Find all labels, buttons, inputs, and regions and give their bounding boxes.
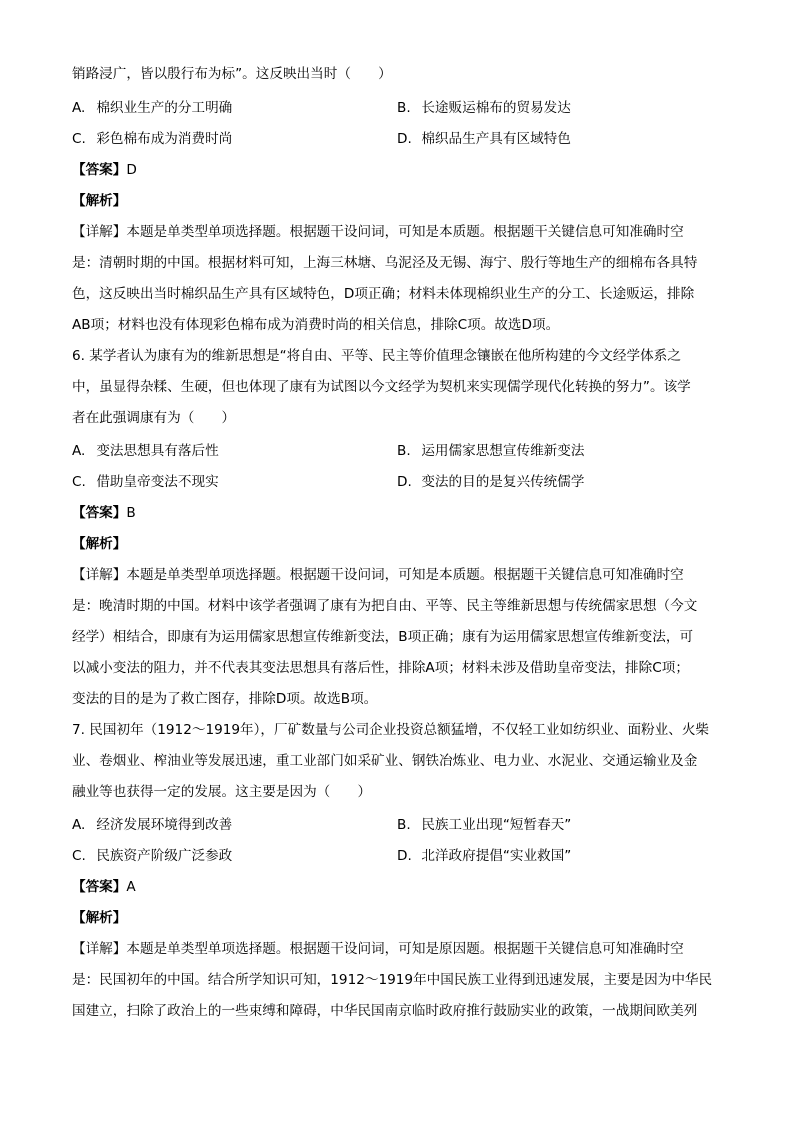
q5-stem-tail: 销路浸广，皆以殷行布为标”。这反映出当时（ ） — [72, 66, 392, 82]
q6-detail-line-5: 变法的目的是为了救亡图存，排除D项。故选B项。 — [72, 691, 378, 707]
q7-stem-line-3: 融业等也获得一定的发展。这主要是因为（ ） — [72, 784, 372, 800]
q6-option-b[interactable]: B. 运用儒家思想宣传维新变法 — [397, 443, 585, 459]
q6-option-d[interactable]: D. 变法的目的是复兴传统儒学 — [397, 474, 585, 490]
q5-detail-line-4: AB项；材料也没有体现彩色棉布成为消费时尚的相关信息，排除C项。故选D项。 — [72, 317, 560, 333]
q6-option-c[interactable]: C. 借助皇帝变法不现实 — [72, 474, 219, 490]
q6-stem-line-2: 中，虽显得杂糅、生硬，但也体现了康有为试图以今文经学为契机来实现儒学现代化转换的努力”。该学 — [72, 379, 691, 395]
q6-detail-line-4: 以减小变法的阻力，并不代表其变法思想具有落后性，排除A项；材料未涉及借助皇帝变法，排除C项； — [72, 660, 689, 676]
q6-detail-line-2: 是：晚清时期的中国。材料中该学者强调了康有为把自由、平等、民主等维新思想与传统儒家思想（今文 — [72, 598, 698, 614]
q5-option-b[interactable]: B. 长途贩运棉布的贸易发达 — [397, 100, 571, 116]
q5-analysis-heading: 【解析】 — [72, 193, 127, 209]
q5-option-a[interactable]: A. 棉织业生产的分工明确 — [72, 100, 233, 116]
q6-answer: 【答案】B — [72, 505, 136, 521]
q7-stem-line-1: 7. 民国初年（1912～1919年），厂矿数量与公司企业投资总额猛增，不仅轻工业如纺织业、面粉业、火柴 — [72, 722, 710, 738]
q7-option-c[interactable]: C. 民族资产阶级广泛参政 — [72, 848, 233, 864]
q7-detail-line-1: 【详解】本题是单类型单项选择题。根据题干设问词，可知是原因题。根据题干关键信息可知准确时空 — [72, 941, 684, 957]
q6-stem-line-3: 者在此强调康有为（ ） — [72, 410, 236, 426]
q5-detail-line-2: 是：清朝时期的中国。根据材料可知，上海三林塘、乌泥泾及无锡、海宁、殷行等地生产的细棉布各具特 — [72, 255, 698, 271]
q7-option-a[interactable]: A. 经济发展环境得到改善 — [72, 817, 233, 833]
q7-stem-line-2: 业、卷烟业、榨油业等发展迅速，重工业部门如采矿业、钢铁冶炼业、电力业、水泥业、交通运输业及金 — [72, 753, 698, 769]
q7-detail-line-2: 是：民国初年的中国。结合所学知识可知，1912～1919年中国民族工业得到迅速发展，主要是因为中华民 — [72, 972, 713, 988]
q7-answer: 【答案】A — [72, 879, 136, 895]
q6-detail-line-1: 【详解】本题是单类型单项选择题。根据题干设问词，可知是本质题。根据题干关键信息可知准确时空 — [72, 567, 684, 583]
q7-option-b[interactable]: B. 民族工业出现“短暂春天” — [397, 817, 572, 833]
q5-option-d[interactable]: D. 棉织品生产具有区域特色 — [397, 131, 571, 147]
q5-detail-line-1: 【详解】本题是单类型单项选择题。根据题干设问词，可知是本质题。根据题干关键信息可知准确时空 — [72, 224, 684, 240]
q5-detail-line-3: 色，这反映出当时棉织品生产具有区域特色，D项正确；材料未体现棉织业生产的分工、长途贩运，排除 — [72, 286, 695, 302]
q5-option-c[interactable]: C. 彩色棉布成为消费时尚 — [72, 131, 233, 147]
q7-detail-line-3: 国建立，扫除了政治上的一些束缚和障碍，中华民国南京临时政府推行鼓励实业的政策，一战期间欧美列 — [72, 1003, 698, 1019]
q7-option-d[interactable]: D. 北洋政府提倡“实业救国” — [397, 848, 572, 864]
q6-option-a[interactable]: A. 变法思想具有落后性 — [72, 443, 219, 459]
q7-analysis-heading: 【解析】 — [72, 910, 127, 926]
q5-answer: 【答案】D — [72, 162, 137, 178]
q6-stem-line-1: 6. 某学者认为康有为的维新思想是“将自由、平等、民主等价值理念镶嵌在他所构建的今文经学体系之 — [72, 348, 681, 364]
q6-detail-line-3: 经学）相结合，即康有为运用儒家思想宣传维新变法，B项正确；康有为运用儒家思想宣传维新变法，可 — [72, 629, 694, 645]
q6-analysis-heading: 【解析】 — [72, 536, 127, 552]
